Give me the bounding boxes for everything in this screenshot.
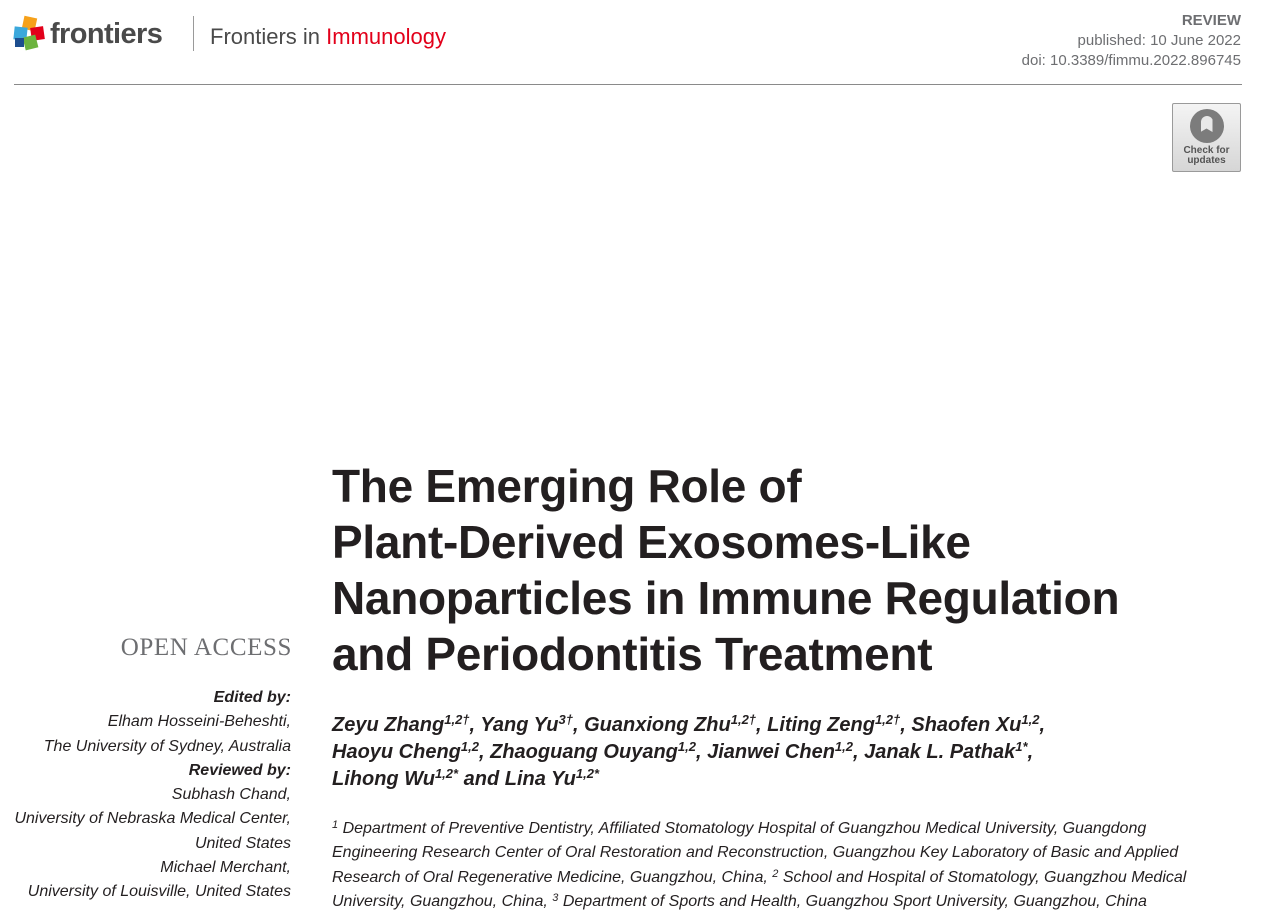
title-line: The Emerging Role of	[332, 460, 802, 512]
author-name[interactable]: Liting Zeng	[767, 714, 875, 736]
edited-by-heading: Edited by:	[213, 689, 291, 706]
author-separator: ,	[572, 714, 585, 736]
article-type: REVIEW	[1181, 12, 1241, 29]
author-separator: ,	[1039, 714, 1046, 736]
reviewer-name: Michael Merchant,	[160, 859, 291, 877]
author-name[interactable]: Zhaoguang Ouyang	[490, 741, 678, 763]
author-name[interactable]: Guanxiong Zhu	[584, 714, 731, 736]
check-for-updates-button[interactable]	[1172, 103, 1241, 172]
affiliation-text: School and Hospital of Stomatology, Guangzhou Medical University, Guangzhou, China,	[332, 868, 1187, 910]
author-name[interactable]: Yang Yu	[480, 714, 559, 736]
title-line: and Periodontitis Treatment	[332, 628, 933, 680]
open-access-label: OPEN ACCESS	[120, 634, 292, 661]
author-affiliation-mark: 1*	[1015, 739, 1028, 754]
editor-affiliation: The University of Sydney, Australia	[43, 737, 291, 755]
frontiers-logo-icon	[14, 17, 44, 51]
doi[interactable]: doi: 10.3389/fimmu.2022.896745	[1021, 52, 1241, 69]
author-affiliation-mark: 1,2*	[434, 766, 459, 781]
author-affiliation-mark: 1,2*	[575, 766, 600, 781]
reviewer-affiliation: University of Louisville, United States	[27, 883, 291, 901]
reviewer-affiliation: United States	[194, 834, 291, 852]
affiliation-text: Department of Sports and Health, Guangzhou Sport University, Guangzhou, China	[558, 892, 1147, 910]
author-name[interactable]: Shaofen Xu	[911, 714, 1022, 736]
author-separator: ,	[756, 714, 768, 736]
author-separator: ,	[478, 741, 491, 763]
reviewer-affiliation: University of Nebraska Medical Center,	[14, 810, 291, 828]
journal-prefix: Frontiers in	[210, 24, 321, 49]
author-affiliation-mark: 1,2†	[730, 712, 757, 727]
header-divider	[193, 16, 194, 51]
author-separator: ,	[469, 714, 481, 736]
published-date: published: 10 June 2022	[1077, 32, 1241, 49]
editor-name: Elham Hosseini-Beheshti,	[107, 713, 291, 731]
author-name[interactable]: Zeyu Zhang	[332, 714, 445, 736]
author-separator: ,	[900, 714, 912, 736]
journal-name: Immunology	[326, 24, 447, 49]
author-name[interactable]: Lihong Wu	[332, 768, 435, 790]
author-separator: and	[458, 768, 505, 790]
header-rule	[14, 84, 1242, 85]
author-affiliation-mark: 1,2	[460, 739, 479, 754]
author-separator: ,	[695, 741, 708, 763]
affiliation-mark: 3	[552, 891, 559, 904]
author-list	[332, 712, 1252, 793]
journal-title[interactable]	[210, 22, 446, 52]
author-name[interactable]: Haoyu Cheng	[332, 741, 461, 763]
author-separator: ,	[852, 741, 865, 763]
author-name[interactable]: Janak L. Pathak	[864, 741, 1016, 763]
affiliation-mark: 1	[332, 819, 339, 831]
reviewed-by-heading: Reviewed by:	[188, 761, 291, 779]
author-name[interactable]: Jianwei Chen	[707, 741, 835, 763]
author-affiliation-mark: 1,2	[834, 739, 853, 754]
frontiers-logo[interactable]	[14, 14, 162, 54]
author-affiliation-mark: 1,2	[677, 739, 696, 754]
affiliation-text: Department of Preventive Dentistry, Affiliated Stomatology Hospital of Guangzhou Medical University, Guangdong Engineering Research Center of Oral Restoration and Reconstruction, Guangzhou Key Laboratory of Basic and Applied Research of Oral Regenerative Medicine, Guangzhou, China,	[332, 820, 1179, 886]
author-affiliation-mark: 3†	[558, 712, 573, 727]
title-line: Plant-Derived Exosomes-Like	[332, 516, 971, 568]
author-affiliation-mark: 1,2†	[874, 712, 901, 727]
bookmark-icon	[1190, 109, 1224, 143]
article-title	[332, 458, 1252, 682]
affiliation-mark: 2	[772, 867, 779, 880]
editorial-sidebar	[0, 686, 291, 905]
check-for-updates-label: Check for updates	[1183, 145, 1230, 166]
affiliations	[332, 817, 1232, 914]
author-affiliation-mark: 1,2	[1021, 712, 1040, 727]
reviewer-name: Subhash Chand,	[171, 786, 291, 804]
author-name[interactable]: Lina Yu	[504, 768, 576, 790]
author-separator: ,	[1027, 741, 1034, 763]
title-line: Nanoparticles in Immune Regulation	[332, 572, 1120, 624]
article-meta	[1022, 11, 1241, 71]
brand-name: frontiers	[50, 18, 163, 50]
author-affiliation-mark: 1,2†	[444, 712, 470, 727]
